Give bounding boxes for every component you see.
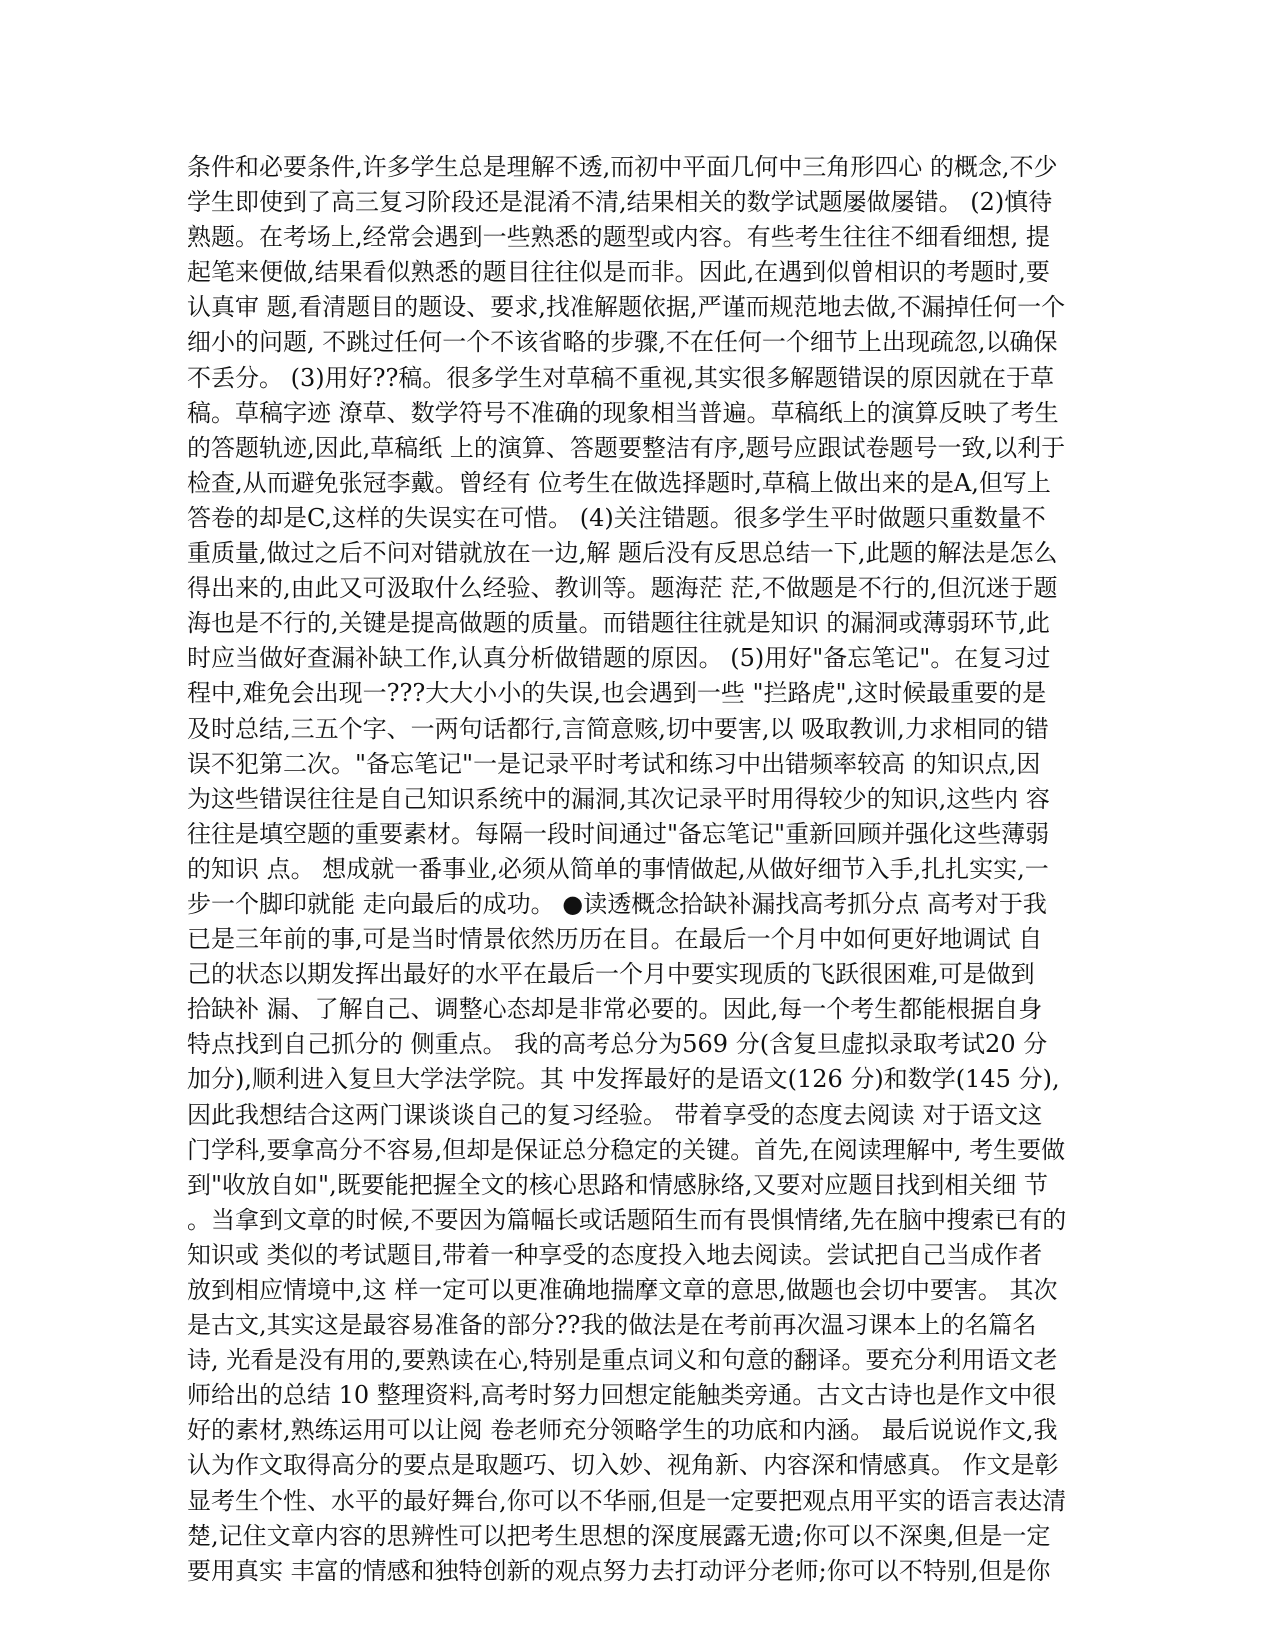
- text-line: 因此我想结合这两门课谈谈自己的复习经验。 带着享受的态度去阅读 对于语文这: [187, 1100, 1043, 1129]
- text-line: 不丢分。 (3)用好??稿。很多学生对草稿不重视,其实很多解题错误的原因就在于草: [187, 363, 1054, 392]
- text-line: 到"收放自如",既要能把握全文的核心思路和情感脉络,又要对应题目找到相关细 节: [187, 1170, 1048, 1199]
- text-line: 放到相应情境中,这 样一定可以更准确地揣摩文章的意思,做题也会切中要害。 其次: [187, 1276, 1058, 1304]
- text-line: 知识或 类似的考试题目,带着一种享受的态度投入地去阅读。尝试把自己当成作者: [187, 1240, 1043, 1269]
- text-line: 往往是填空题的重要素材。每隔一段时间通过"备忘笔记"重新回顾并强化这些薄弱: [187, 819, 1050, 848]
- text-line: 时应当做好查漏补缺工作,认真分析做错题的原因。 (5)用好"备忘笔记"。在复习过: [187, 644, 1051, 673]
- text-line: 得出来的,由此又可汲取什么经验、教训等。题海茫 茫,不做题是不行的,但沉迷于题: [187, 574, 1058, 603]
- text-line: 是古文,其实这是最容易准备的部分??我的做法是在考前再次温习课本上的名篇名: [187, 1311, 1037, 1340]
- text-line: 诗, 光看是没有用的,要熟读在心,特别是重点词义和句意的翻译。要充分利用语文老: [187, 1346, 1058, 1375]
- text-line: 。当拿到文章的时候,不要因为篇幅长或话题陌生而有畏惧情绪,先在脑中搜索已有的: [187, 1205, 1067, 1234]
- text-line: 门学科,要拿高分不容易,但却是保证总分稳定的关键。首先,在阅读理解中, 考生要做: [187, 1135, 1066, 1164]
- text-line: 师给出的总结 10 整理资料,高考时努力回想定能触类旁通。古文古诗也是作文中很: [187, 1381, 1057, 1410]
- text-line: 起笔来便做,结果看似熟悉的题目往往似是而非。因此,在遇到似曾相识的考题时,要: [187, 258, 1050, 287]
- text-line: 特点找到自己抓分的 侧重点。 我的高考总分为569 分(含复旦虚拟录取考试20 分: [187, 1030, 1048, 1059]
- text-line: 好的素材,熟练运用可以让阅 卷老师充分领略学生的功底和内涵。 最后说说作文,我: [187, 1416, 1058, 1445]
- text-line: 细小的问题, 不跳过任何一个不该省略的步骤,不在任何一个细节上出现疏忽,以确保: [187, 328, 1058, 357]
- text-line: 答卷的却是C,这样的失误实在可惜。 (4)关注错题。很多学生平时做题只重数量不: [187, 503, 1046, 532]
- text-line: 误不犯第二次。"备忘笔记"一是记录平时考试和练习中出错频率较高 的知识点,因: [187, 749, 1041, 778]
- text-line: 显考生个性、水平的最好舞台,你可以不华丽,但是一定要把观点用平实的语言表达清: [187, 1486, 1067, 1515]
- text-line: 拾缺补 漏、了解自己、调整心态却是非常必要的。因此,每一个考生都能根据自身: [187, 995, 1043, 1024]
- text-line: 的知识 点。 想成就一番事业,必须从简单的事情做起,从做好细节入手,扎扎实实,一: [187, 854, 1049, 883]
- text-line: 程中,难免会出现一???大大小小的失误,也会遇到一些 "拦路虎",这时候最重要的是: [187, 679, 1047, 708]
- text-line: 条件和必要条件,许多学生总是理解不透,而初中平面几何中三角形四心 的概念,不少: [187, 153, 1058, 181]
- text-line: 学生即使到了高三复习阶段还是混淆不清,结果相关的数学试题屡做屡错。 (2)慎待: [187, 188, 1053, 217]
- text-line: 己的状态以期发挥出最好的水平在最后一个月中要实现质的飞跃很困难,可是做到: [187, 960, 1035, 989]
- text-line: 加分),顺利进入复旦大学法学院。其 中发挥最好的是语文(126 分)和数学(145 分),: [187, 1065, 1060, 1094]
- text-line: 认为作文取得高分的要点是取题巧、切入妙、视角新、内容深和情感真。 作文是彰: [187, 1451, 1059, 1480]
- text-line: 熟题。在考场上,经常会遇到一些熟悉的题型或内容。有些考生往往不细看细想, 提: [187, 223, 1050, 252]
- text-line: 为这些错误往往是自己知识系统中的漏洞,其次记录平时用得较少的知识,这些内 容: [187, 784, 1050, 813]
- body-text: [187, 150, 1092, 1589]
- text-line: 检查,从而避免张冠李戴。曾经有 位考生在做选择题时,草稿上做出来的是A,但写上: [187, 468, 1051, 497]
- text-line: 认真审 题,看清题目的题设、要求,找准解题依据,严谨而规范地去做,不漏掉任何一个: [187, 293, 1066, 322]
- text-line: 要用真实 丰富的情感和独特创新的观点努力去打动评分老师;你可以不特别,但是你: [187, 1556, 1051, 1585]
- text-line: 楚,记住文章内容的思辨性可以把考生思想的深度展露无遗;你可以不深奥,但是一定: [187, 1521, 1051, 1550]
- text-line: 重质量,做过之后不问对错就放在一边,解 题后没有反思总结一下,此题的解法是怎么: [187, 539, 1058, 568]
- text-line: 稿。草稿字迹 潦草、数学符号不准确的现象相当普遍。草稿纸上的演算反映了考生: [187, 398, 1059, 427]
- text-line: 的答题轨迹,因此,草稿纸 上的演算、答题要整洁有序,题号应跟试卷题号一致,以利于: [187, 433, 1066, 462]
- text-line: 步一个脚印就能 走向最后的成功。 ●读透概念拾缺补漏找高考抓分点 高考对于我: [187, 889, 1047, 918]
- text-line: 及时总结,三五个字、一两句话都行,言简意赅,切中要害,以 吸取教训,力求相同的错: [187, 714, 1049, 743]
- text-line: 已是三年前的事,可是当时情景依然历历在目。在最后一个月中如何更好地调试 自: [187, 925, 1043, 954]
- text-line: 海也是不行的,关键是提高做题的质量。而错题往往就是知识 的漏洞或薄弱环节,此: [187, 609, 1050, 638]
